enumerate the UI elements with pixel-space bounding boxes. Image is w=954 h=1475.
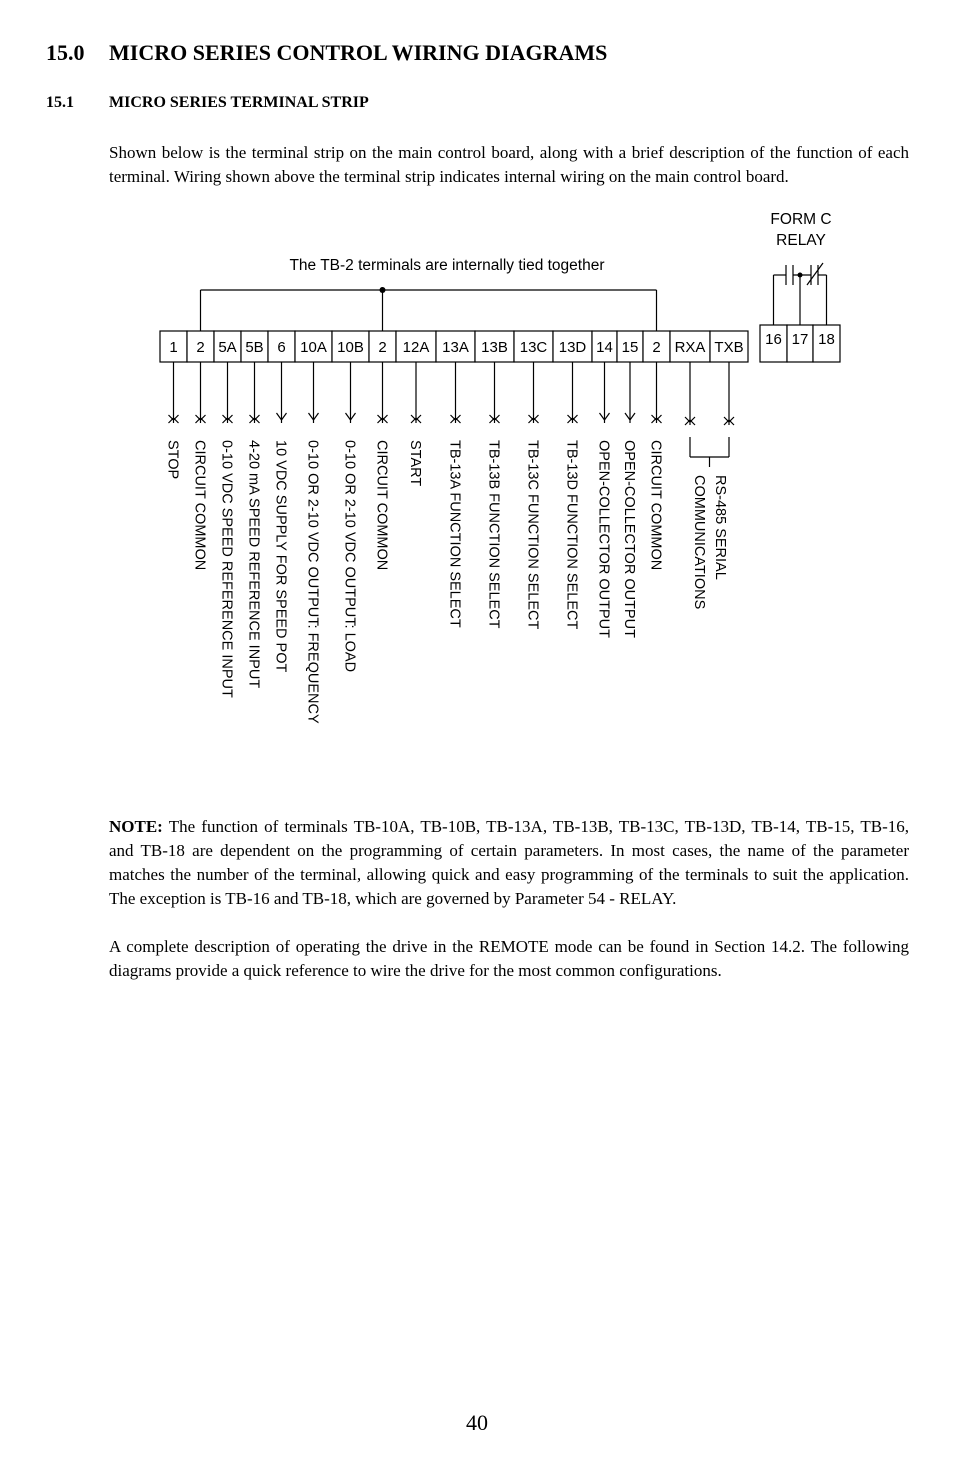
section-heading [46,40,607,66]
section-title: MICRO SERIES CONTROL WIRING DIAGRAMS [109,40,608,65]
terminal-label: 13C [519,339,548,356]
terminal-label: 6 [277,339,286,356]
terminal-label: 5A [218,339,237,356]
relay-terminal-strip [760,325,840,362]
subsection-number: 15.1 [46,94,74,111]
terminal-label: TXB [714,339,744,356]
serial-bracket [690,437,729,609]
terminal-function-label: OPEN-COLLECTOR OUTPUT [595,440,612,638]
terminal-function-label: TB-13A FUNCTION SELECT [446,440,463,628]
terminal-leads [169,362,735,425]
terminal-function-label: 4-20 mA SPEED REFERENCE INPUT [245,440,262,689]
note-text: The function of terminals TB-10A, TB-10B, TB-13A, TB-13B, TB-13C, TB-13D, TB-14, TB-15, TB-16, and TB-18 are dependent on the programming of certain parameters. In most cases, the name of the parameter matches the number of the terminal, allowing quick and easy programming of the terminals to suit the application. The exception is TB-16 and TB-18, which are governed by Parameter 54 - RELAY. [109,817,909,908]
relay-label-line2: RELAY [776,232,826,249]
terminal-label: 15 [621,339,639,356]
terminal-function-label: TB-13D FUNCTION SELECT [563,440,580,630]
relay-junction-dot [798,273,803,278]
serial-label-line2: COMMUNICATIONS [691,475,707,610]
terminal-function-label: TB-13C FUNCTION SELECT [524,440,541,630]
terminal-functions [165,440,664,724]
terminal-label: 2 [652,339,661,356]
terminal-label: RXA [674,339,706,356]
terminal-label: 2 [378,339,387,356]
terminal-label: 13B [481,339,508,356]
terminal-function-label: OPEN-COLLECTOR OUTPUT [621,440,637,638]
terminal-function-label: CIRCUIT COMMON [191,440,208,571]
tie-note: The TB-2 terminals are internally tied together [289,257,605,274]
subsection-heading [46,94,369,112]
terminal-label: 1 [169,339,178,356]
terminal-label: 2 [196,339,205,356]
note-label: NOTE: [109,817,163,836]
section-number: 15.0 [46,40,85,65]
form-c-relay-symbol [774,263,827,325]
closing-paragraph: A complete description of operating the drive in the REMOTE mode can be found in Section 14.2. The following diagrams provide a quick reference to wire the drive for the most common configurations. [109,937,909,980]
terminal-label: 10A [300,339,327,356]
intro-paragraph: Shown below is the terminal strip on the main control board, along with a brief description of the function of each terminal. Wiring shown above the terminal strip indicates internal wiring on the main control board. [109,143,909,186]
note-paragraph [109,815,909,911]
terminal-function-label: TB-13B FUNCTION SELECT [485,440,502,629]
terminal-function-label: 0-10 OR 2-10 VDC OUTPUT: LOAD [341,440,358,673]
terminal-function-label: START [407,440,423,487]
relay-terminal-label: 17 [791,331,809,348]
terminal-function-label: STOP [164,440,181,480]
terminal-strip [160,331,748,362]
junction-dot [380,287,386,293]
terminal-function-label: CIRCUIT COMMON [373,440,390,571]
tb2-tie-bus [201,287,657,331]
relay-terminal-label: 16 [765,331,782,348]
terminal-strip-diagram [0,195,954,795]
terminal-label: 13D [558,339,587,356]
relay-contact-slash [807,263,823,285]
terminal-label: 12A [402,339,430,356]
terminal-label: 5B [245,339,264,356]
terminal-function-label: CIRCUIT COMMON [647,440,664,571]
subsection-title: MICRO SERIES TERMINAL STRIP [109,94,369,111]
relay-terminal-label: 18 [818,331,835,348]
terminal-label: 10B [337,339,364,356]
terminal-function-label: 0-10 VDC SPEED REFERENCE INPUT [218,440,235,698]
relay-label-line1: FORM C [770,211,832,228]
terminal-function-label: 0-10 OR 2-10 VDC OUTPUT: FREQUENCY [304,440,321,724]
terminal-label: 13A [442,339,469,356]
page-number: 40 [466,1410,488,1435]
terminal-function-label: 10 VDC SUPPLY FOR SPEED POT [272,440,289,673]
terminal-label: 14 [596,339,613,356]
serial-label-line1: RS-485 SERIAL [712,475,728,580]
